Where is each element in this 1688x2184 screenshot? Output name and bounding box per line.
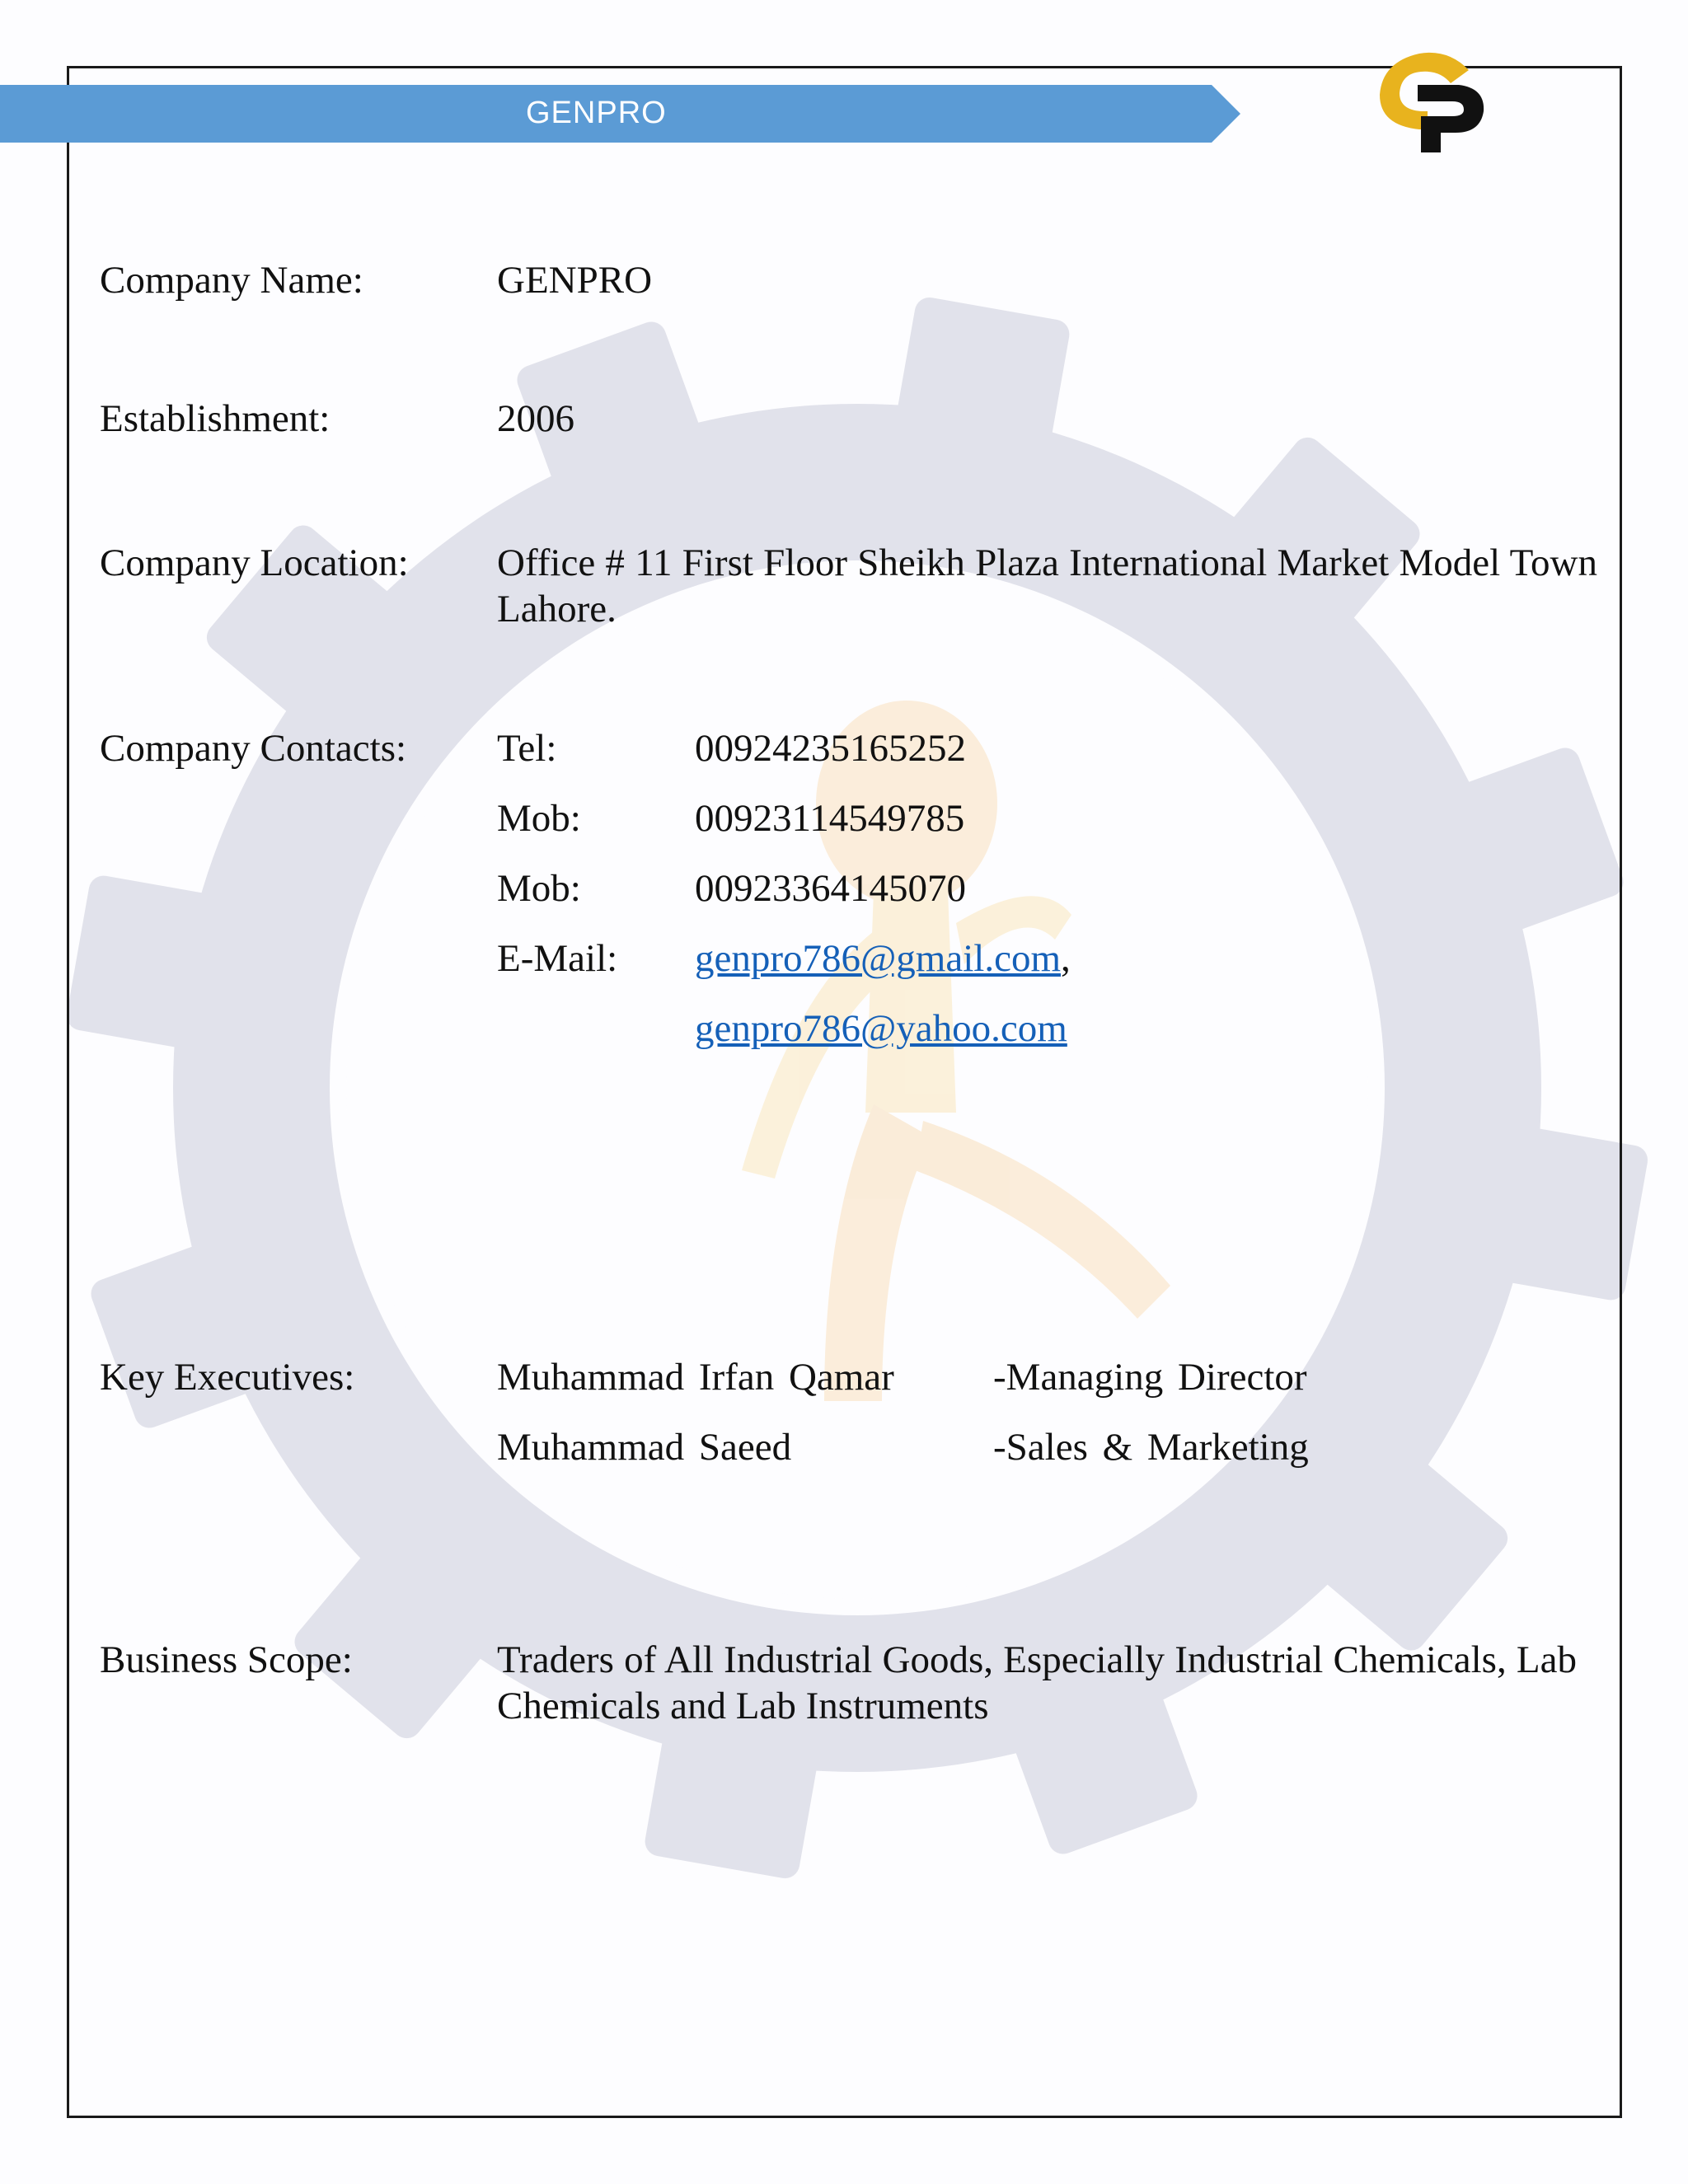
- tel-value: 00924235165252: [695, 727, 966, 770]
- page-border: [67, 66, 1622, 2118]
- tel-label: Tel:: [497, 727, 557, 770]
- email-link-yahoo[interactable]: genpro786@yahoo.com: [695, 1007, 1067, 1050]
- banner-title: GENPRO: [526, 96, 667, 130]
- scope-value: Traders of All Industrial Goods, Especially Industrial Chemicals, Lab Chemicals and Lab Instruments: [497, 1638, 1577, 1727]
- location-value: Office # 11 First Floor Sheikh Plaza International Market Model Town Lahore.: [497, 541, 1597, 630]
- establishment-value: 2006: [497, 397, 574, 440]
- establishment-label: Establishment:: [100, 397, 331, 440]
- email-separator: ,: [1061, 937, 1071, 980]
- mob2-label: Mob:: [497, 867, 581, 910]
- email-label: E-Mail:: [497, 937, 618, 980]
- executive-name: Muhammad Irfan Qamar: [497, 1356, 894, 1399]
- company-name-value: GENPRO: [497, 259, 653, 302]
- email-link-gmail[interactable]: genpro786@gmail.com: [695, 937, 1061, 980]
- email-line-1: [695, 935, 1071, 982]
- mob2-value: 00923364145070: [695, 867, 966, 910]
- executive-role: -Sales & Marketing: [993, 1426, 1309, 1469]
- gp-logo-icon: [1370, 47, 1493, 158]
- executive-name: Muhammad Saeed: [497, 1426, 792, 1469]
- location-label: Company Location:: [100, 541, 409, 584]
- email-line-2: [695, 1005, 1067, 1052]
- executive-role: -Managing Director: [993, 1356, 1307, 1399]
- mob1-label: Mob:: [497, 797, 581, 840]
- executives-label: Key Executives:: [100, 1356, 355, 1399]
- contacts-label: Company Contacts:: [100, 727, 407, 770]
- scope-label: Business Scope:: [100, 1638, 353, 1681]
- mob1-value: 00923114549785: [695, 797, 965, 840]
- company-name-label: Company Name:: [100, 259, 363, 302]
